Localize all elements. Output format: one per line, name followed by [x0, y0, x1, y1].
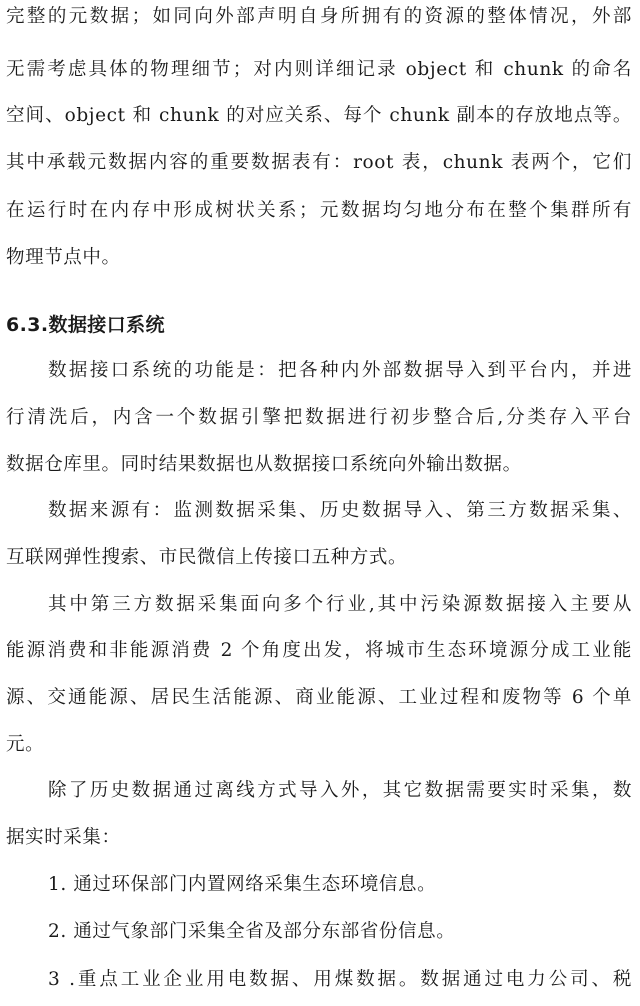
text-line: 无需考虑具体的物理细节；对内则详细记录 object 和 chunk 的命名 — [6, 59, 632, 80]
text-line: 物理节点中。 — [6, 247, 121, 268]
text-line: 数据来源有：监测数据采集、历史数据导入、第三方数据采集、 — [48, 500, 632, 521]
text-line: 其中第三方数据采集面向多个行业,其中污染源数据接入主要从 — [48, 594, 632, 615]
text-line: 完整的元数据；如同向外部声明自身所拥有的资源的整体情况，外部 — [6, 6, 632, 27]
text-line: 据实时采集： — [6, 827, 121, 848]
text-line: 在运行时在内存中形成树状关系；元数据均匀地分布在整个集群所有 — [6, 200, 632, 221]
text-line: 空间、object 和 chunk 的对应关系、每个 chunk 副本的存放地点等。 — [6, 105, 632, 126]
section-heading: 6.3.数据接口系统 — [6, 314, 165, 336]
text-line: 其中承载元数据内容的重要数据表有：root 表，chunk 表两个，它们 — [6, 152, 632, 173]
list-item: 1. 通过环保部门内置网络采集生态环境信息。 — [48, 874, 437, 895]
text-line: 数据接口系统的功能是：把各种内外部数据导入到平台内，并进 — [48, 360, 632, 381]
text-line: 行清洗后，内含一个数据引擎把数据进行初步整合后,分类存入平台 — [6, 407, 632, 428]
list-item: 3 .重点工业企业用电数据、用煤数据。数据通过电力公司、税 — [48, 969, 632, 990]
text-line: 元。 — [6, 734, 45, 755]
text-line: 源、交通能源、居民生活能源、商业能源、工业过程和废物等 6 个单 — [6, 687, 632, 708]
text-line: 数据仓库里。同时结果数据也从数据接口系统向外输出数据。 — [6, 454, 522, 475]
text-line: 互联网弹性搜索、市民微信上传接口五种方式。 — [6, 547, 408, 568]
list-item: 2. 通过气象部门采集全省及部分东部省份信息。 — [48, 921, 456, 942]
text-line: 能源消费和非能源消费 2 个角度出发，将城市生态环境源分成工业能 — [6, 640, 632, 661]
text-line: 除了历史数据通过离线方式导入外，其它数据需要实时采集，数 — [48, 780, 632, 801]
